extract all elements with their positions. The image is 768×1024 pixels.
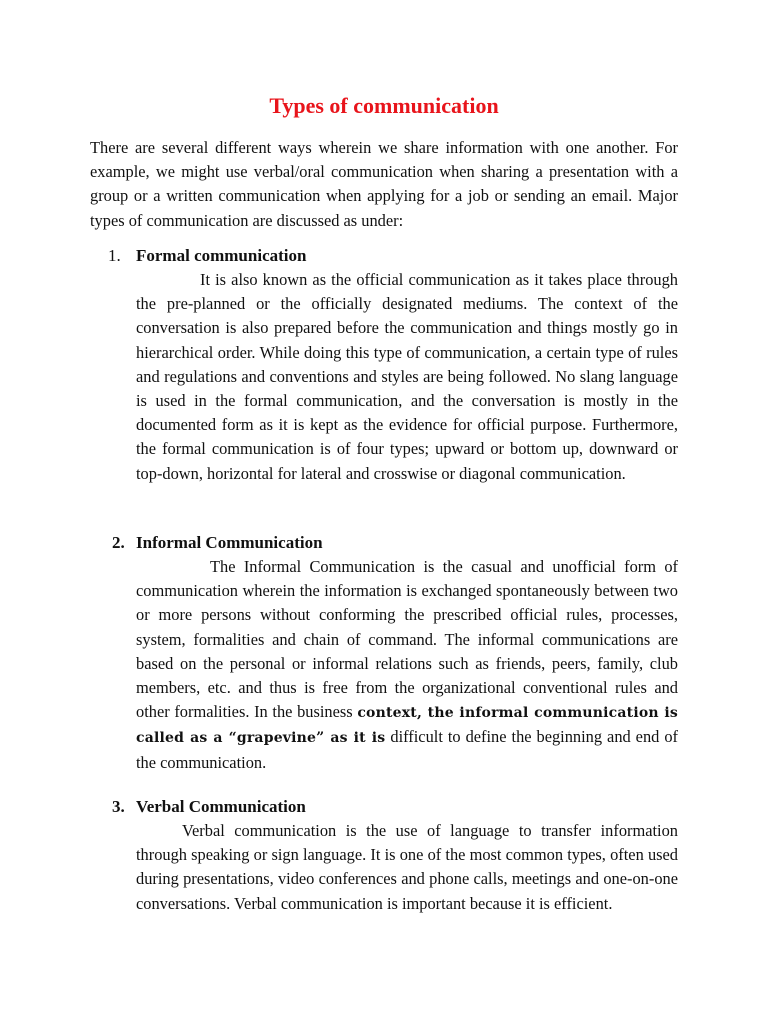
section-number: 1. <box>108 246 121 265</box>
section-heading <box>90 244 678 268</box>
section-title: Formal communication <box>136 246 307 265</box>
section-verbal <box>90 795 678 916</box>
section-body <box>136 555 678 775</box>
section-informal <box>90 531 678 775</box>
section-title: Verbal Communication <box>136 797 306 816</box>
section-number: 3. <box>112 797 125 816</box>
section-heading <box>90 531 678 555</box>
intro-paragraph: There are several different ways wherein we share information with one another. For example, we might use verbal/oral communication when sharing a presentation with a group or a written communication when applying for a job or sending an email. Major types of communication are discussed as under: <box>90 138 678 230</box>
section-formal <box>90 244 678 486</box>
section-title: Informal Communication <box>136 533 323 552</box>
section-body: It is also known as the official communication as it takes place through the pre-planned or the officially designated mediums. The context of the conversation is also prepared before the communication and things mostly go in hierarchical order. While doing this type of communication, a certain type of rules and regulations and conventions and styles are being followed. No slang language is used in the formal communication, and the conversation is mostly in the documented form as it is kept as the evidence for official purpose. Furthermore, the formal communication is of four types; upward or bottom up, downward or top-down, horizontal for lateral and crosswise or diagonal communication. <box>136 270 678 483</box>
page-title: Types of communication <box>269 93 499 118</box>
section-body-text: The Informal Communication is the casual and unofficial form of communication wherein the information is exchanged spontaneously between two or more persons without conforming the prescribed official rules, processes, system, formalities and chain of command. The informal communications are based on the personal or informal relations such as friends, peers, family, club members, etc. and thus is free from the organizational conventional rules and other formalities. In the business <box>136 557 678 722</box>
section-body-bold: context, the informal communication is called as a “grapevine” as it is <box>136 705 678 747</box>
section-body-end: difficult to define the beginning and end of the communication. <box>136 727 678 772</box>
section-number: 2. <box>112 533 125 552</box>
section-body: Verbal communication is the use of language to transfer information through speaking or sign language. It is one of the most common types, often used during presentations, video conferences and phone calls, meetings and one-on-one conversations. Verbal communication is important because it is efficient. <box>136 821 678 913</box>
section-heading <box>90 795 678 819</box>
